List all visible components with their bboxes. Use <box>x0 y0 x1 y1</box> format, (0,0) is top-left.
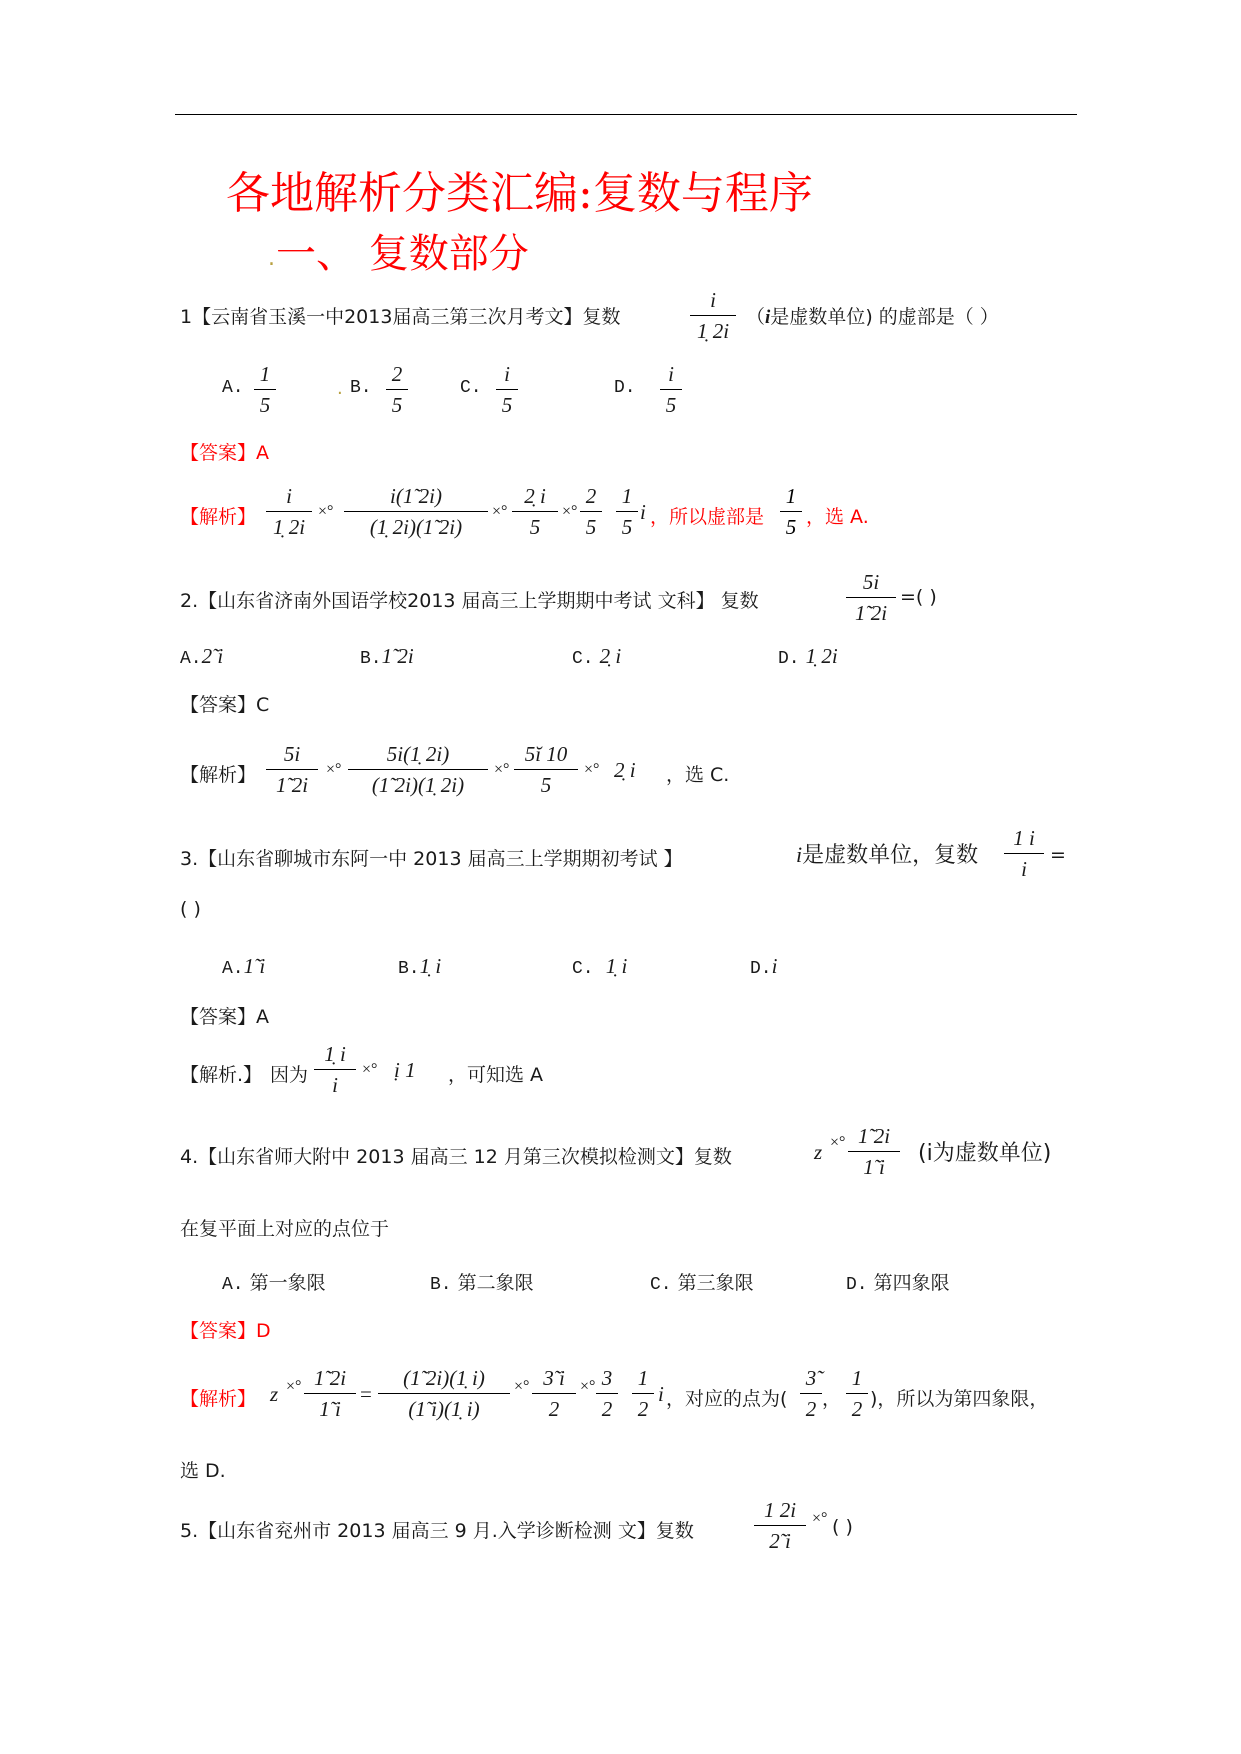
q3-paren: ( ) <box>180 898 201 920</box>
option-d-label: D. <box>614 378 636 398</box>
q4-suffix: (i为虚数单位) <box>918 1141 1052 1166</box>
answer-tag: 【答案】 <box>180 694 257 716</box>
q2-fraction: 5i 1̃ 2i <box>846 570 896 625</box>
question-source: 【山东省兖州市 2013 届高三 9 月.入学诊断检测 文】复数 <box>198 1520 694 1542</box>
option-c-label: C. <box>460 378 482 398</box>
q1-explanation-end: ，选 A. <box>806 506 869 528</box>
symbol-glyph: ×° <box>830 1134 846 1151</box>
q4-explanation-text: ，对应的点为( <box>666 1388 788 1410</box>
q1-expl-fraction-6: 1 5 <box>780 484 802 539</box>
answer-value: D <box>256 1320 271 1342</box>
numerator: i <box>710 288 716 312</box>
document-title: 各地解析分类汇编:复数与程序 <box>226 168 813 219</box>
q3-expl-fraction: 1̣ i i <box>314 1042 356 1097</box>
q1-fraction <box>690 288 736 343</box>
q3-stem: i是虚数单位，复数 <box>796 842 979 868</box>
q1-expl-fraction-1: i 1̣ 2i <box>266 484 312 539</box>
q2-explanation-tag: 【解析】 <box>180 764 257 786</box>
answer-tag: 【答案】 <box>180 1320 257 1342</box>
q3-option-d: D.i <box>750 954 778 979</box>
symbol-glyph: ×° <box>326 761 342 778</box>
q2-option-d: D. 1̣ 2i <box>778 644 838 669</box>
q1-expl-fraction-4: 2 5 <box>580 484 602 539</box>
symbol-glyph: ×° <box>514 1378 530 1395</box>
q2-suffix: =( ) <box>900 586 937 608</box>
question-number: 2. <box>180 590 199 612</box>
question-number: 1 <box>180 306 193 328</box>
q3-option-c: C. 1̣ i <box>572 954 628 979</box>
q4-fraction: 1̃ 2i 1̃ i <box>848 1124 900 1179</box>
answer-value: A <box>256 1006 270 1028</box>
option-a-label: A. <box>222 378 244 398</box>
imaginary-unit: i <box>765 307 771 328</box>
q1-expl-fraction-5: 1 5 <box>616 484 638 539</box>
q1-explanation-tag: 【解析】 <box>180 506 257 528</box>
option-b-label: B. <box>350 378 372 398</box>
answer-tag: 【答案】 <box>180 1006 257 1028</box>
q3-explanation-end: ，可知选 A <box>448 1064 544 1086</box>
q1-answer <box>180 438 269 465</box>
q4-line2: 在复平面上对应的点位于 <box>180 1218 390 1240</box>
q4-option-a: A. 第一象限 <box>222 1272 326 1295</box>
q2-expl-fraction-1: 5i 1̃ 2i <box>266 742 318 797</box>
question-1-text <box>180 302 620 329</box>
q4-expl-fraction-3: 3̃ i 2 <box>532 1366 576 1421</box>
q4-option-b: B. 第二象限 <box>430 1272 534 1295</box>
q2-option-b: B.1̃ 2i <box>360 644 414 669</box>
q2-expl-fraction-3: 5ĭ 10 5 <box>514 742 578 797</box>
option-a-fraction: 1 5 <box>254 362 276 417</box>
question-number: 3. <box>180 848 199 870</box>
symbol-glyph: ×° <box>580 1378 596 1395</box>
q3-answer <box>180 1002 269 1029</box>
q1-explanation-text: ，所以虚部是 <box>650 506 765 528</box>
q4-explanation-end: )，所以为第四象限， <box>870 1388 1049 1410</box>
question-4-text <box>180 1142 732 1169</box>
denominator: 1̣ 2i <box>696 319 730 343</box>
q2-option-c: C. 2̣ i <box>572 644 622 669</box>
symbol-glyph: ×° <box>492 503 508 520</box>
answer-tag: 【答案】 <box>180 442 257 464</box>
question-number: 5. <box>180 1520 199 1542</box>
symbol-glyph: ×° <box>584 761 600 778</box>
q5-suffix: ( ) <box>832 1516 853 1538</box>
symbol-glyph: ×° <box>318 503 334 520</box>
q3-fraction: 1 i i <box>1004 826 1044 881</box>
question-source: 【山东省聊城市东阿一中 2013 届高三上学期期初考试 】 <box>198 848 683 870</box>
q4-option-d: D. 第四象限 <box>846 1272 950 1295</box>
answer-value: A <box>256 442 270 464</box>
header-rule <box>175 114 1077 115</box>
symbol-glyph: ×° <box>362 1061 378 1078</box>
q2-expl-fraction-2: 5i(1̣ 2i) (1̃ 2i)(1̣ 2i) <box>348 742 488 797</box>
q3-option-b: B.1̣ i <box>398 954 442 979</box>
q4-expl-fraction-7: 1 2 <box>846 1366 868 1421</box>
question-3-text <box>180 844 683 871</box>
q4-explanation-line2: 选 D. <box>180 1460 226 1482</box>
question-5-text <box>180 1516 694 1543</box>
symbol-glyph: ×° <box>494 761 510 778</box>
symbol-glyph: ×° <box>562 503 578 520</box>
q2-option-a: A.2̃ i <box>180 644 224 669</box>
answer-value: C <box>256 694 270 716</box>
symbol-glyph: ×° <box>812 1510 828 1527</box>
option-c-fraction: i 5 <box>496 362 518 417</box>
question-number: 4. <box>180 1146 199 1168</box>
symbol-glyph: ×° <box>286 1378 302 1395</box>
q5-fraction: 1 2i 2̃ i <box>754 1498 806 1553</box>
q4-expl-fraction-6: 3̃ 2 <box>800 1366 822 1421</box>
question-source: 【山东省济南外国语学校2013 届高三上学期期中考试 文科】 复数 <box>198 590 759 612</box>
question-source: 【云南省玉溪一中2013届高三第三次月考文】复数 <box>192 306 621 328</box>
option-d-fraction: i 5 <box>660 362 682 417</box>
stray-dot: . <box>268 246 275 271</box>
question-source: 【山东省师大附中 2013 届高三 12 月第三次模拟检测文】复数 <box>198 1146 732 1168</box>
option-b-fraction: 2 5 <box>386 362 408 417</box>
question-2-text <box>180 586 759 613</box>
q3-option-a: A.1̃ i <box>222 954 266 979</box>
q1-expl-fraction-3: 2̣ i 5 <box>512 484 558 539</box>
q1-suffix: （i是虚数单位) 的虚部是（ ） <box>746 306 999 328</box>
q4-option-c: C. 第三象限 <box>650 1272 754 1295</box>
q3-suffix: = <box>1050 844 1066 866</box>
q4-answer <box>180 1316 271 1343</box>
q2-answer <box>180 690 269 717</box>
q4-expl-fraction-4: 3 2 <box>596 1366 618 1421</box>
q4-explanation-tag: 【解析】 <box>180 1388 257 1410</box>
q4-expl-fraction-2: (1̃ 2i)(1̣ i) (1̃ i)(1̣ i) <box>378 1366 510 1421</box>
q4-expl-fraction-5: 1 2 <box>632 1366 654 1421</box>
q3-explanation-tag: 【解析.】 <box>180 1064 263 1086</box>
q2-explanation-end: ，选 C. <box>666 764 730 786</box>
q4-expl-fraction-1: 1̃ 2i 1̃ i <box>304 1366 356 1421</box>
section-heading: 一、 复数部分 <box>276 231 529 277</box>
q1-expl-fraction-2: i(1̃ 2i) (1̣ 2i)(1̃ 2i) <box>344 484 488 539</box>
